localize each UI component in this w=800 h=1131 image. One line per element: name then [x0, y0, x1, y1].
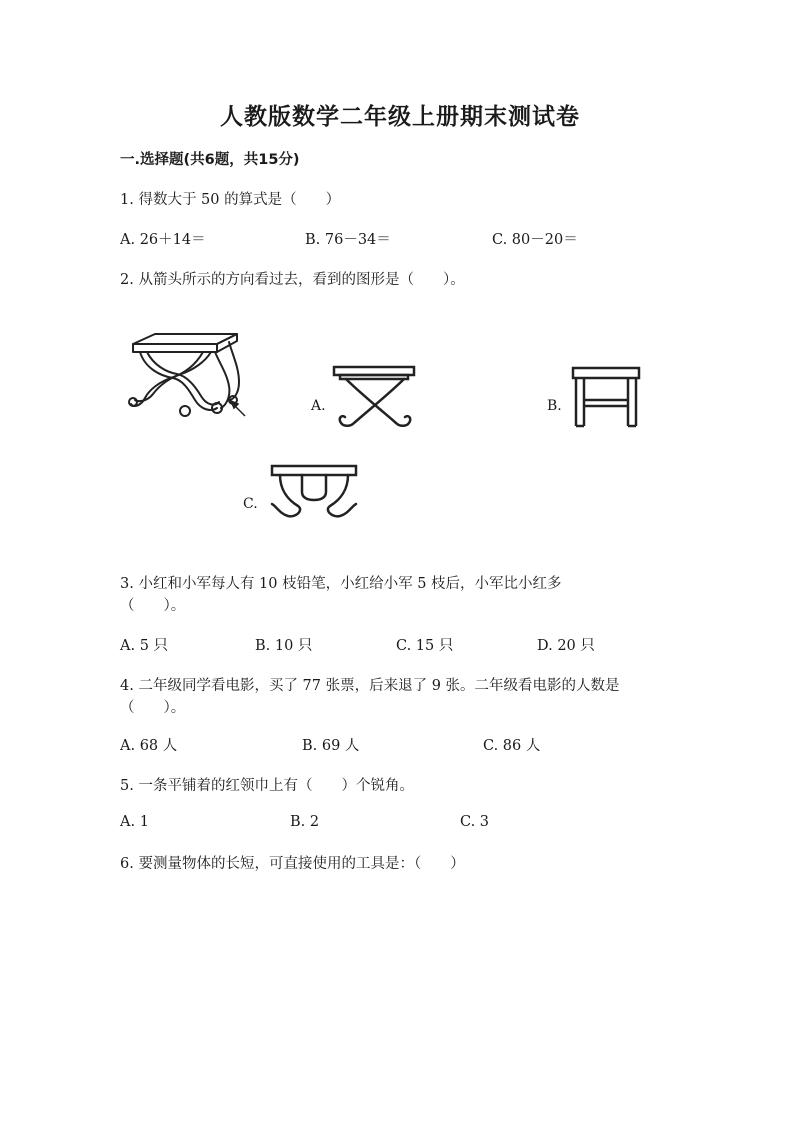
- x-legs-front-view-icon[interactable]: [330, 363, 420, 435]
- q5-option-c[interactable]: C. 3: [460, 814, 490, 830]
- stool-3d-icon: [125, 328, 250, 423]
- question-3-line2: （ ）。: [120, 598, 186, 614]
- curved-legs-view-icon[interactable]: [266, 460, 362, 530]
- question-6: 6. 要测量物体的长短，可直接使用的工具是：（ ）: [120, 856, 465, 872]
- q4-option-a[interactable]: A. 68 人: [120, 738, 178, 754]
- question-4-line2: （ ）。: [120, 700, 186, 716]
- section-heading: 一.选择题(共6题，共15分): [120, 152, 300, 168]
- q3-option-a[interactable]: A. 5 只: [120, 638, 169, 654]
- q1-option-b[interactable]: B. 76－34＝: [305, 232, 391, 248]
- table-side-view-icon[interactable]: [570, 364, 642, 430]
- q3-option-d[interactable]: D. 20 只: [537, 638, 595, 654]
- question-4-line1: 4. 二年级同学看电影，买了 77 张票，后来退了 9 张。二年级看电影的人数是: [120, 678, 620, 694]
- q1-option-a[interactable]: A. 26＋14＝: [120, 232, 206, 248]
- q2-option-a-label[interactable]: A.: [311, 398, 326, 414]
- q1-option-c[interactable]: C. 80－20＝: [492, 232, 578, 248]
- page-title: 人教版数学二年级上册期末测试卷: [220, 104, 580, 130]
- question-2: 2. 从箭头所示的方向看过去，看到的图形是（ ）。: [120, 272, 465, 288]
- question-5: 5. 一条平铺着的红领巾上有（ ）个锐角。: [120, 778, 414, 794]
- question-1: 1. 得数大于 50 的算式是（ ）: [120, 192, 341, 208]
- question-3-line1: 3. 小红和小军每人有 10 枝铅笔，小红给小军 5 枝后，小军比小红多: [120, 576, 562, 592]
- q3-option-b[interactable]: B. 10 只: [255, 638, 313, 654]
- q4-option-c[interactable]: C. 86 人: [483, 738, 541, 754]
- q4-option-b[interactable]: B. 69 人: [302, 738, 360, 754]
- q3-option-c[interactable]: C. 15 只: [396, 638, 454, 654]
- q5-option-b[interactable]: B. 2: [290, 814, 320, 830]
- q2-option-b-label[interactable]: B.: [547, 398, 562, 414]
- q5-option-a[interactable]: A. 1: [120, 814, 149, 830]
- q2-option-c-label[interactable]: C.: [243, 496, 258, 512]
